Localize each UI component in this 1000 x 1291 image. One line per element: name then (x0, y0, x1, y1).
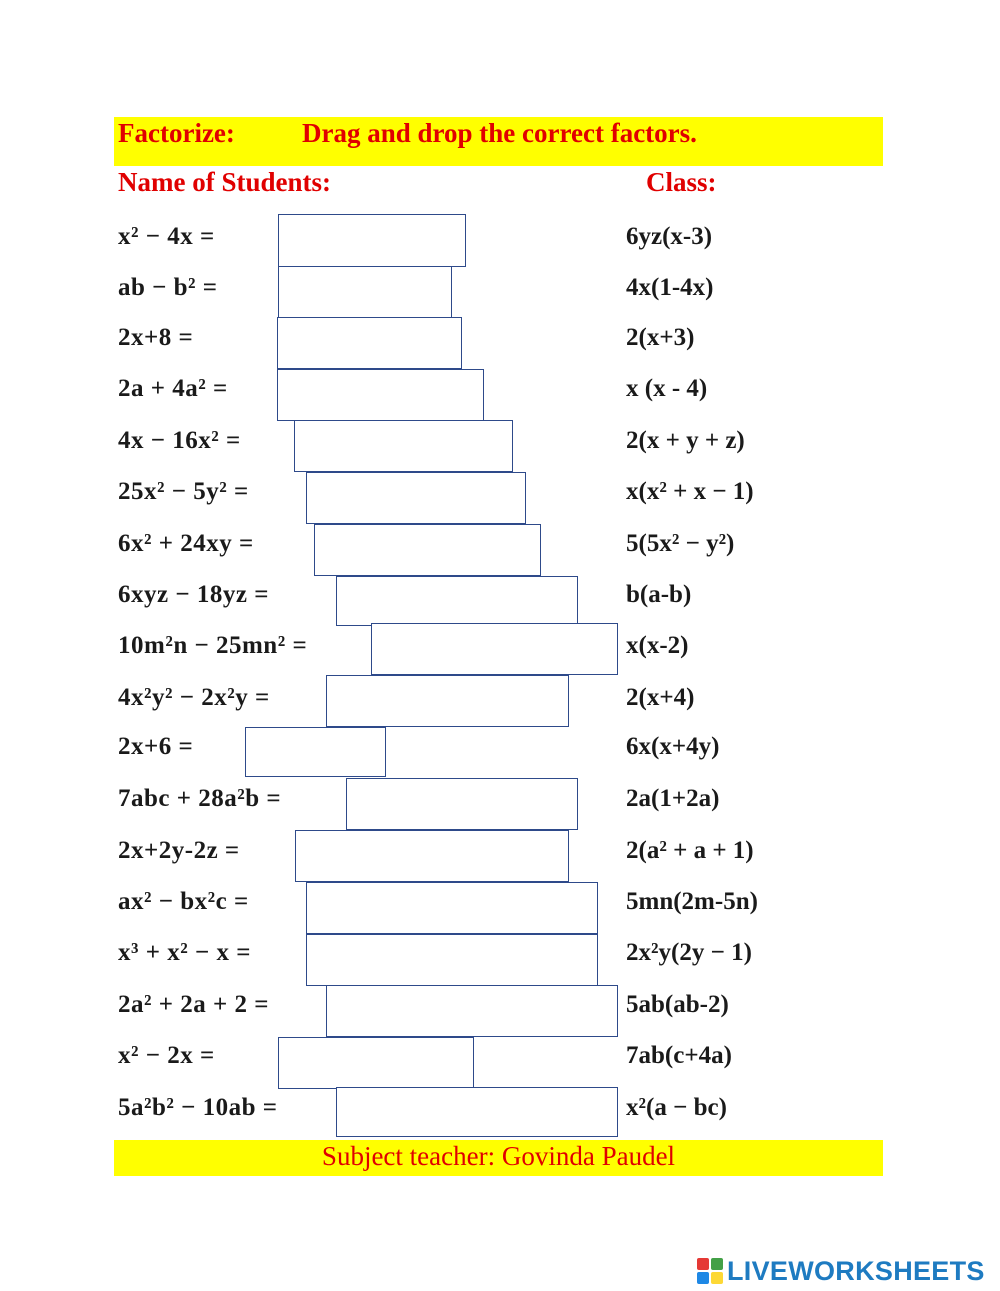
answer-option[interactable]: 2(x+4) (626, 684, 695, 711)
teacher-credit: Subject teacher: Govinda Paudel (321, 1141, 676, 1171)
question-expression: x² − 4x = (118, 223, 215, 250)
answer-option[interactable]: 4x(1-4x) (626, 274, 714, 301)
question-expression: 2a² + 2a + 2 = (118, 991, 269, 1018)
title-label: Factorize: (118, 118, 235, 148)
answer-option[interactable]: 5(5x² − y²) (626, 530, 735, 557)
answer-drop-box[interactable] (278, 214, 466, 267)
answer-drop-box[interactable] (371, 623, 618, 675)
answer-option[interactable]: b(a-b) (626, 581, 692, 608)
answer-drop-box[interactable] (306, 934, 598, 986)
question-expression: 2x+2y-2z = (118, 837, 240, 864)
answer-option[interactable]: x (x - 4) (626, 375, 708, 402)
answer-option[interactable]: 2(x+3) (626, 324, 695, 351)
answer-option[interactable]: 2(a² + a + 1) (626, 837, 754, 864)
answer-option[interactable]: 2(x + y + z) (626, 427, 745, 454)
answer-option[interactable]: 5ab(ab-2) (626, 991, 729, 1018)
answer-drop-box[interactable] (314, 524, 541, 576)
logo-text: LIVEWORKSHEETS (727, 1255, 985, 1286)
answer-option[interactable]: x(x² + x − 1) (626, 478, 754, 505)
question-expression: ax² − bx²c = (118, 888, 249, 915)
answer-drop-box[interactable] (245, 727, 386, 777)
question-expression: x³ + x² − x = (118, 939, 251, 966)
answer-drop-box[interactable] (336, 576, 578, 626)
answer-option[interactable]: 5mn(2m-5n) (626, 888, 758, 915)
question-expression: 4x − 16x² = (118, 427, 241, 454)
answer-option[interactable]: 6x(x+4y) (626, 733, 720, 760)
answer-drop-box[interactable] (326, 985, 618, 1037)
answer-drop-box[interactable] (336, 1087, 618, 1137)
answer-drop-box[interactable] (278, 266, 452, 318)
question-expression: ab − b² = (118, 274, 218, 301)
answer-option[interactable]: x²(a − bc) (626, 1094, 727, 1121)
answer-drop-box[interactable] (306, 882, 598, 934)
answer-drop-box[interactable] (277, 317, 462, 369)
answer-drop-box[interactable] (306, 472, 526, 524)
instruction-text: Drag and drop the correct factors. (302, 118, 697, 148)
question-expression: 6xyz − 18yz = (118, 581, 269, 608)
question-expression: 2x+8 = (118, 324, 194, 351)
question-expression: 7abc + 28a²b = (118, 785, 282, 812)
question-expression: 25x² − 5y² = (118, 478, 249, 505)
question-expression: 10m²n − 25mn² = (118, 632, 308, 659)
answer-drop-box[interactable] (278, 1037, 474, 1089)
answer-option[interactable]: 2a(1+2a) (626, 785, 720, 812)
question-expression: 2x+6 = (118, 733, 194, 760)
answer-option[interactable]: x(x-2) (626, 632, 689, 659)
answer-drop-box[interactable] (277, 369, 484, 421)
class-label: Class: (646, 167, 717, 197)
question-expression: 6x² + 24xy = (118, 530, 254, 557)
answer-option[interactable]: 2x²y(2y − 1) (626, 939, 752, 966)
answer-drop-box[interactable] (326, 675, 569, 727)
answer-drop-box[interactable] (346, 778, 578, 830)
liveworksheets-logo (697, 1256, 985, 1286)
answer-drop-box[interactable] (295, 830, 569, 882)
answer-option[interactable]: 7ab(c+4a) (626, 1042, 732, 1069)
question-expression: 5a²b² − 10ab = (118, 1094, 278, 1121)
logo-mark-icon (697, 1258, 723, 1284)
question-expression: 4x²y² − 2x²y = (118, 684, 270, 711)
question-expression: 2a + 4a² = (118, 375, 228, 402)
question-expression: x² − 2x = (118, 1042, 215, 1069)
student-name-label: Name of Students: (118, 167, 331, 197)
answer-drop-box[interactable] (294, 420, 513, 472)
answer-option[interactable]: 6yz(x-3) (626, 223, 713, 250)
